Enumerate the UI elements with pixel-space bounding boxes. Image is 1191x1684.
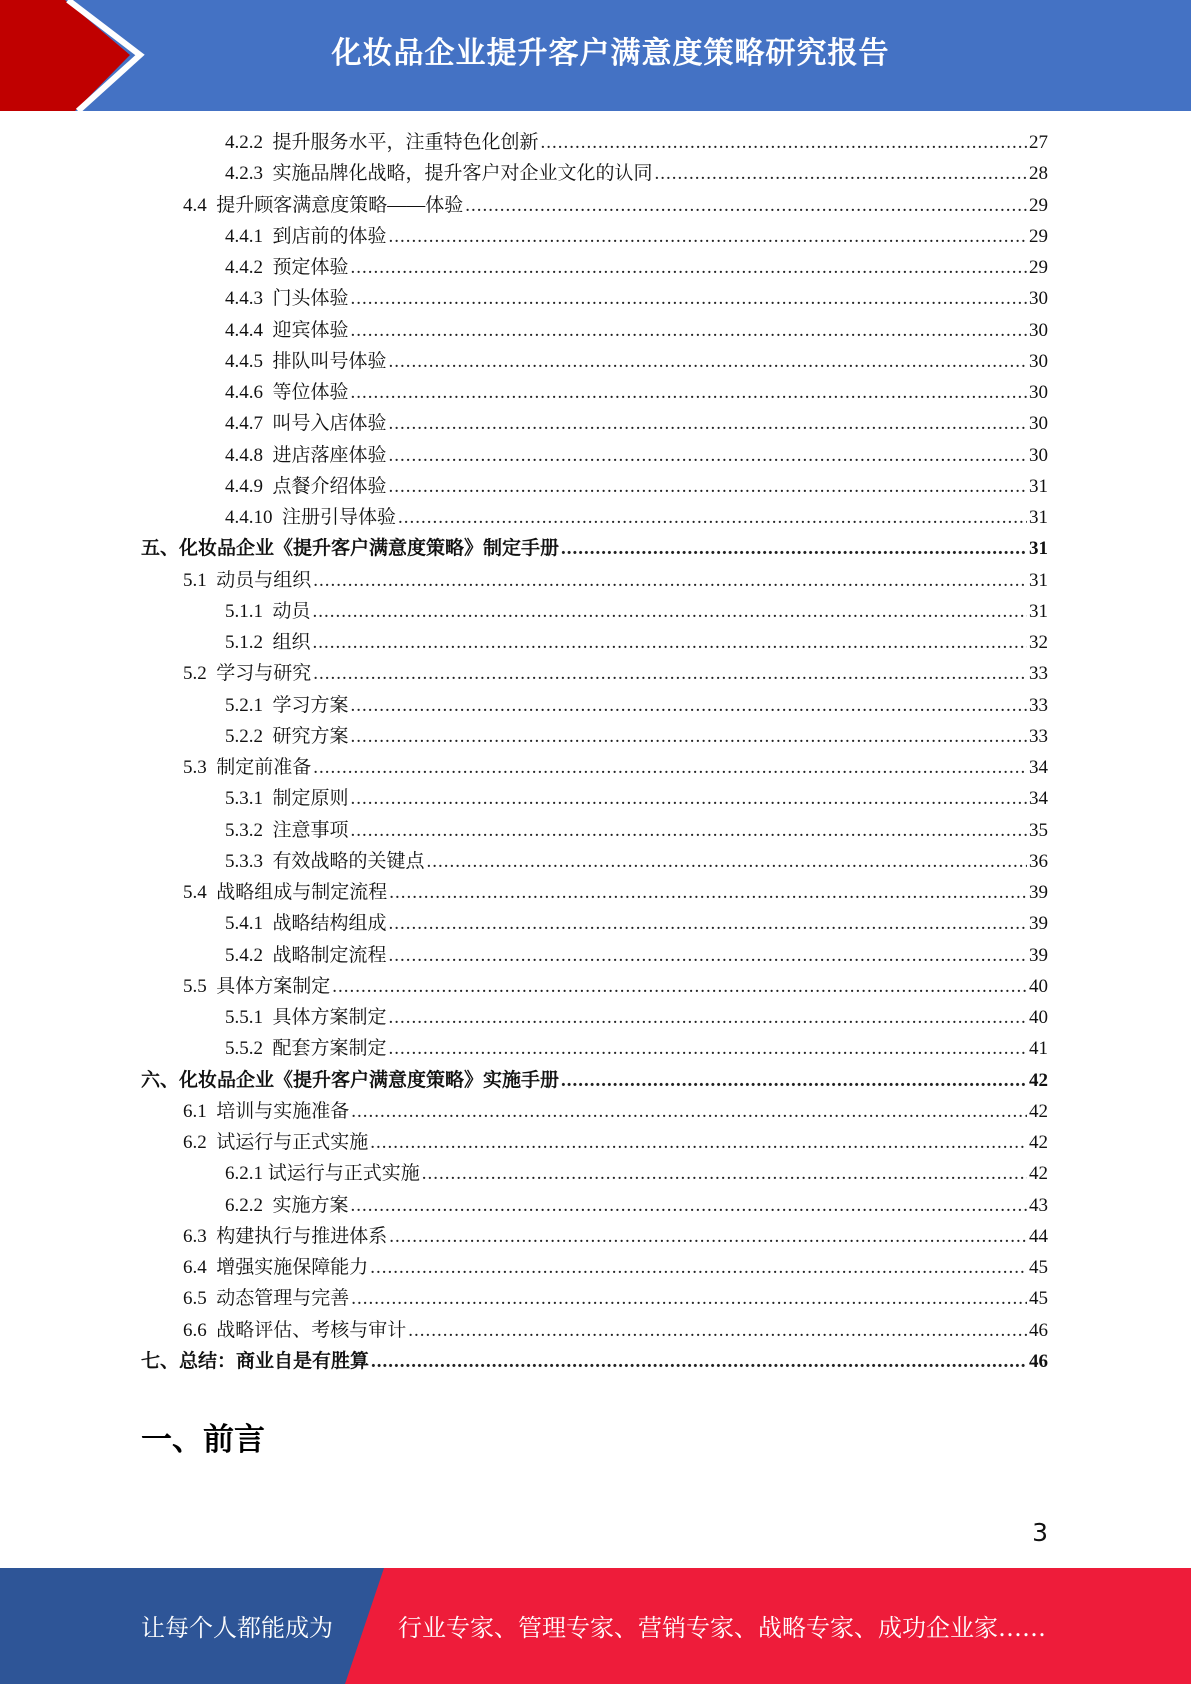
toc-leader-dots: [389, 440, 1027, 471]
toc-entry-label: 化妆品企业《提升客户满意度策略》实施手册: [179, 1069, 560, 1091]
toc-entry[interactable]: [225, 846, 1048, 877]
page-footer: [0, 1568, 1191, 1684]
toc-entry-page: 36: [1029, 850, 1048, 872]
toc-leader-dots: [351, 283, 1027, 314]
toc-entry-page: 45: [1029, 1288, 1048, 1310]
toc-entry[interactable]: [225, 815, 1048, 846]
toc-leader-dots: [465, 190, 1027, 221]
toc-entry-label: 构建执行与推进体系: [216, 1225, 388, 1247]
toc-leader-dots: [389, 877, 1027, 908]
toc-entry-page: 42: [1029, 1163, 1048, 1185]
toc-entry-page: 44: [1029, 1225, 1048, 1247]
toc-entry[interactable]: [183, 565, 1048, 596]
toc-entry-page: 29: [1029, 257, 1048, 278]
toc-leader-dots: [313, 565, 1027, 596]
toc-entry-page: 34: [1029, 788, 1048, 810]
toc-entry-page: 34: [1029, 757, 1048, 778]
toc-entry[interactable]: [183, 1096, 1048, 1127]
toc-entry[interactable]: [225, 627, 1048, 658]
toc-entry-number: 6.1: [183, 1100, 217, 1122]
toc-entry-label: 制定原则: [272, 788, 349, 810]
toc-leader-dots: [370, 1127, 1027, 1158]
toc-entry-number: 4.4.10: [225, 507, 282, 528]
toc-leader-dots: [370, 1252, 1027, 1283]
toc-leader-dots: [389, 1033, 1027, 1064]
toc-leader-dots: [389, 471, 1027, 502]
toc-entry-number: 5.2: [183, 663, 217, 685]
footer-slogan-right: 行业专家、管理专家、营销专家、战略专家、成功企业家……: [398, 1614, 1046, 1642]
toc-entry-page: 33: [1029, 694, 1048, 716]
toc-leader-dots: [655, 158, 1027, 189]
toc-entry[interactable]: [225, 158, 1048, 189]
toc-entry[interactable]: [225, 783, 1048, 814]
toc-entry[interactable]: [225, 1002, 1048, 1033]
toc-entry-page: 43: [1029, 1194, 1048, 1216]
toc-entry[interactable]: [141, 1346, 1048, 1377]
toc-entry-number: 5.3.1: [225, 788, 273, 810]
toc-entry[interactable]: [225, 315, 1048, 346]
toc-entry-number: 6.3: [183, 1225, 217, 1247]
toc-entry[interactable]: [225, 690, 1048, 721]
toc-leader-dots: [332, 971, 1027, 1002]
toc-entry[interactable]: [183, 1127, 1048, 1158]
toc-leader-dots: [427, 846, 1027, 877]
toc-leader-dots: [351, 1283, 1027, 1314]
toc-entry-page: 31: [1029, 475, 1048, 497]
toc-entry[interactable]: [225, 1190, 1048, 1221]
toc-entry-number: 4.2.2: [225, 132, 273, 153]
toc-entry-label: 战略制定流程: [272, 944, 387, 966]
toc-leader-dots: [389, 346, 1027, 377]
toc-entry-page: 46: [1029, 1350, 1048, 1372]
toc-entry-label: 制定前准备: [216, 757, 312, 778]
toc-entry-page: 29: [1029, 194, 1048, 216]
toc-leader-dots: [422, 1158, 1027, 1189]
toc-entry-label: 试运行与正式实施: [216, 1132, 369, 1153]
toc-leader-dots: [541, 127, 1027, 158]
toc-entry-page: 33: [1029, 725, 1048, 747]
toc-entry-label: 组织: [272, 632, 311, 653]
toc-entry-label: 预定体验: [272, 257, 349, 278]
toc-entry[interactable]: [225, 127, 1048, 158]
toc-entry[interactable]: [225, 1158, 1048, 1189]
toc-entry-label: 排队叫号体验: [272, 350, 387, 372]
toc-entry-number: 5.4.1: [225, 913, 273, 935]
toc-entry-page: 42: [1029, 1132, 1048, 1153]
toc-entry-page: 30: [1029, 288, 1048, 310]
toc-entry-number: 5.3: [183, 757, 217, 778]
toc-entry-label: 到店前的体验: [272, 225, 387, 247]
toc-entry-label: 迎宾体验: [272, 319, 349, 341]
toc-entry-label: 战略结构组成: [272, 913, 387, 935]
toc-leader-dots: [313, 596, 1027, 627]
toc-leader-dots: [351, 721, 1027, 752]
toc-entry-label: 战略组成与制定流程: [216, 882, 388, 903]
toc-entry-number: 6.2: [183, 1132, 217, 1153]
toc-entry-label: 实施品牌化战略，提升客户对企业文化的认同: [272, 163, 653, 185]
toc-entry[interactable]: [183, 971, 1048, 1002]
toc-entry-page: 30: [1029, 382, 1048, 403]
toc-entry[interactable]: [225, 1033, 1048, 1064]
report-title: 化妆品企业提升客户满意度策略研究报告: [331, 36, 890, 71]
toc-entry[interactable]: [225, 440, 1048, 471]
toc-entry-number: 5.1.2: [225, 632, 273, 653]
toc-entry-page: 35: [1029, 819, 1048, 841]
toc-entry-page: 39: [1029, 944, 1048, 966]
toc-entry-page: 40: [1029, 1007, 1048, 1028]
toc-entry-label: 提升顾客满意度策略——体验: [216, 194, 464, 216]
toc-entry[interactable]: [225, 940, 1048, 971]
footer-slogan-left: 让每个人都能成为: [141, 1614, 333, 1642]
toc-entry-number: 4.4.9: [225, 475, 273, 497]
toc-entry[interactable]: [225, 721, 1048, 752]
toc-entry[interactable]: [183, 190, 1048, 221]
toc-entry[interactable]: [183, 658, 1048, 689]
toc-entry-page: 41: [1029, 1038, 1048, 1060]
toc-entry-label: 配套方案制定: [272, 1038, 387, 1060]
toc-leader-dots: [408, 1315, 1027, 1346]
toc-leader-dots: [351, 783, 1027, 814]
toc-entry-number: 七、: [141, 1350, 180, 1372]
toc-entry[interactable]: [225, 221, 1048, 252]
toc-entry-page: 28: [1029, 163, 1048, 185]
toc-leader-dots: [351, 1096, 1027, 1127]
toc-leader-dots: [351, 690, 1027, 721]
toc-leader-dots: [389, 940, 1027, 971]
toc-leader-dots: [351, 252, 1027, 283]
toc-leader-dots: [351, 315, 1027, 346]
toc-entry-page: 31: [1029, 569, 1048, 591]
toc-entry-label: 增强实施保障能力: [216, 1257, 369, 1278]
toc-entry-label: 化妆品企业《提升客户满意度策略》制定手册: [179, 538, 560, 560]
toc-entry-page: 40: [1029, 975, 1048, 997]
toc-entry-number: 5.5.1: [225, 1007, 273, 1028]
toc-entry[interactable]: [225, 502, 1048, 533]
toc-entry-number: 六、: [141, 1069, 180, 1091]
toc-entry-label: 叫号入店体验: [272, 413, 387, 435]
toc-entry-number: 4.4.3: [225, 288, 273, 310]
toc-entry-number: 6.4: [183, 1257, 217, 1278]
toc-entry-label: 学习方案: [272, 694, 349, 716]
toc-entry-label: 注册引导体验: [282, 507, 397, 528]
toc-leader-dots: [389, 221, 1027, 252]
toc-leader-dots: [371, 1346, 1027, 1377]
toc-leader-dots: [389, 408, 1027, 439]
toc-entry-page: 42: [1029, 1069, 1048, 1091]
toc-entry-number: 4.4.1: [225, 225, 273, 247]
toc-entry[interactable]: [183, 752, 1048, 783]
toc-entry-page: 33: [1029, 663, 1048, 685]
toc-entry-number: 6.2.2: [225, 1194, 273, 1216]
toc-entry-label: 研究方案: [272, 725, 349, 747]
toc-entry-number: 4.4.8: [225, 444, 273, 466]
toc-entry-label: 总结：商业自是有胜算: [179, 1350, 370, 1372]
toc-entry-label: 动员与组织: [216, 569, 312, 591]
toc-entry-label: 动员: [272, 600, 311, 622]
toc-entry-label: 门头体验: [272, 288, 349, 310]
toc-entry-label: 实施方案: [272, 1194, 349, 1216]
toc-leader-dots: [561, 1065, 1027, 1096]
toc-entry-page: 29: [1029, 225, 1048, 247]
toc-entry-number: 4.4.4: [225, 319, 273, 341]
toc-entry-label: 有效战略的关键点: [272, 850, 425, 872]
toc-entry-label: 等位体验: [272, 382, 349, 403]
toc-entry[interactable]: [183, 1283, 1048, 1314]
toc-entry-page: 32: [1029, 632, 1048, 653]
toc-entry-number: 6.2.1: [225, 1163, 268, 1185]
toc-entry-page: 31: [1029, 507, 1048, 528]
toc-entry-label: 战略评估、考核与审计: [216, 1319, 407, 1341]
toc-leader-dots: [313, 752, 1027, 783]
toc-entry-number: 5.2.2: [225, 725, 273, 747]
toc-leader-dots: [313, 658, 1027, 689]
toc-entry-number: 4.4.2: [225, 257, 273, 278]
toc-entry[interactable]: [225, 377, 1048, 408]
toc-leader-dots: [398, 502, 1027, 533]
toc-entry[interactable]: [225, 596, 1048, 627]
toc-entry-number: 4.4.7: [225, 413, 273, 435]
toc-entry-number: 5.3.2: [225, 819, 273, 841]
toc-entry-page: 31: [1029, 538, 1048, 560]
toc-entry[interactable]: [225, 408, 1048, 439]
toc-entry-number: 五、: [141, 538, 180, 560]
toc-entry[interactable]: [225, 283, 1048, 314]
toc-leader-dots: [389, 1221, 1027, 1252]
toc-entry[interactable]: [183, 877, 1048, 908]
toc-entry-page: 42: [1029, 1100, 1048, 1122]
toc-entry-label: 动态管理与完善: [216, 1288, 350, 1310]
toc-entry-number: 5.5.2: [225, 1038, 273, 1060]
toc-entry[interactable]: [183, 1252, 1048, 1283]
page-header: [0, 0, 1191, 111]
toc-entry-label: 注意事项: [272, 819, 349, 841]
toc-entry-page: 46: [1029, 1319, 1048, 1341]
toc-leader-dots: [351, 377, 1027, 408]
toc-entry[interactable]: [225, 471, 1048, 502]
toc-leader-dots: [351, 1190, 1027, 1221]
toc-entry-label: 具体方案制定: [216, 975, 331, 997]
toc-entry-page: 39: [1029, 913, 1048, 935]
toc-entry[interactable]: [141, 533, 1048, 564]
toc-entry-number: 4.4.5: [225, 350, 273, 372]
toc-entry-number: 5.4.2: [225, 944, 273, 966]
toc-entry-page: 30: [1029, 413, 1048, 435]
toc-entry-page: 45: [1029, 1257, 1048, 1278]
toc-leader-dots: [561, 533, 1027, 564]
toc-entry[interactable]: [225, 346, 1048, 377]
toc-entry-number: 4.2.3: [225, 163, 273, 185]
toc-entry-number: 6.6: [183, 1319, 217, 1341]
toc-entry-number: 5.1: [183, 569, 217, 591]
toc-entry-label: 进店落座体验: [272, 444, 387, 466]
toc-leader-dots: [389, 1002, 1027, 1033]
toc-entry[interactable]: [225, 252, 1048, 283]
toc-entry-page: 30: [1029, 319, 1048, 341]
toc-entry-number: 4.4.6: [225, 382, 273, 403]
toc-entry-label: 具体方案制定: [272, 1007, 387, 1028]
toc-entry-label: 学习与研究: [216, 663, 312, 685]
toc-entry-label: 提升服务水平，注重特色化创新: [272, 132, 539, 153]
toc-entry-label: 点餐介绍体验: [272, 475, 387, 497]
toc-entry[interactable]: [183, 1315, 1048, 1346]
page-number: 3: [1032, 1518, 1048, 1547]
toc-leader-dots: [389, 908, 1027, 939]
toc-entry-number: 5.2.1: [225, 694, 273, 716]
toc-entry-page: 27: [1029, 132, 1048, 153]
toc-leader-dots: [351, 815, 1027, 846]
toc-entry[interactable]: [225, 908, 1048, 939]
toc-entry[interactable]: [141, 1065, 1048, 1096]
toc-entry-number: 5.5: [183, 975, 217, 997]
toc-entry-number: 5.3.3: [225, 850, 273, 872]
toc-entry-number: 4.4: [183, 194, 217, 216]
toc-entry-page: 30: [1029, 444, 1048, 466]
toc-entry-number: 6.5: [183, 1288, 217, 1310]
toc-entry-label: 培训与实施准备: [216, 1100, 350, 1122]
toc-entry-label: 试运行与正式实施: [267, 1163, 420, 1185]
toc-entry-page: 30: [1029, 350, 1048, 372]
toc-entry[interactable]: [183, 1221, 1048, 1252]
toc-entry-number: 5.1.1: [225, 600, 273, 622]
toc-leader-dots: [313, 627, 1027, 658]
section-heading: 一、前言: [141, 1422, 265, 1458]
toc-entry-number: 5.4: [183, 882, 217, 903]
toc-entry-page: 39: [1029, 882, 1048, 903]
toc-entry-page: 31: [1029, 600, 1048, 622]
